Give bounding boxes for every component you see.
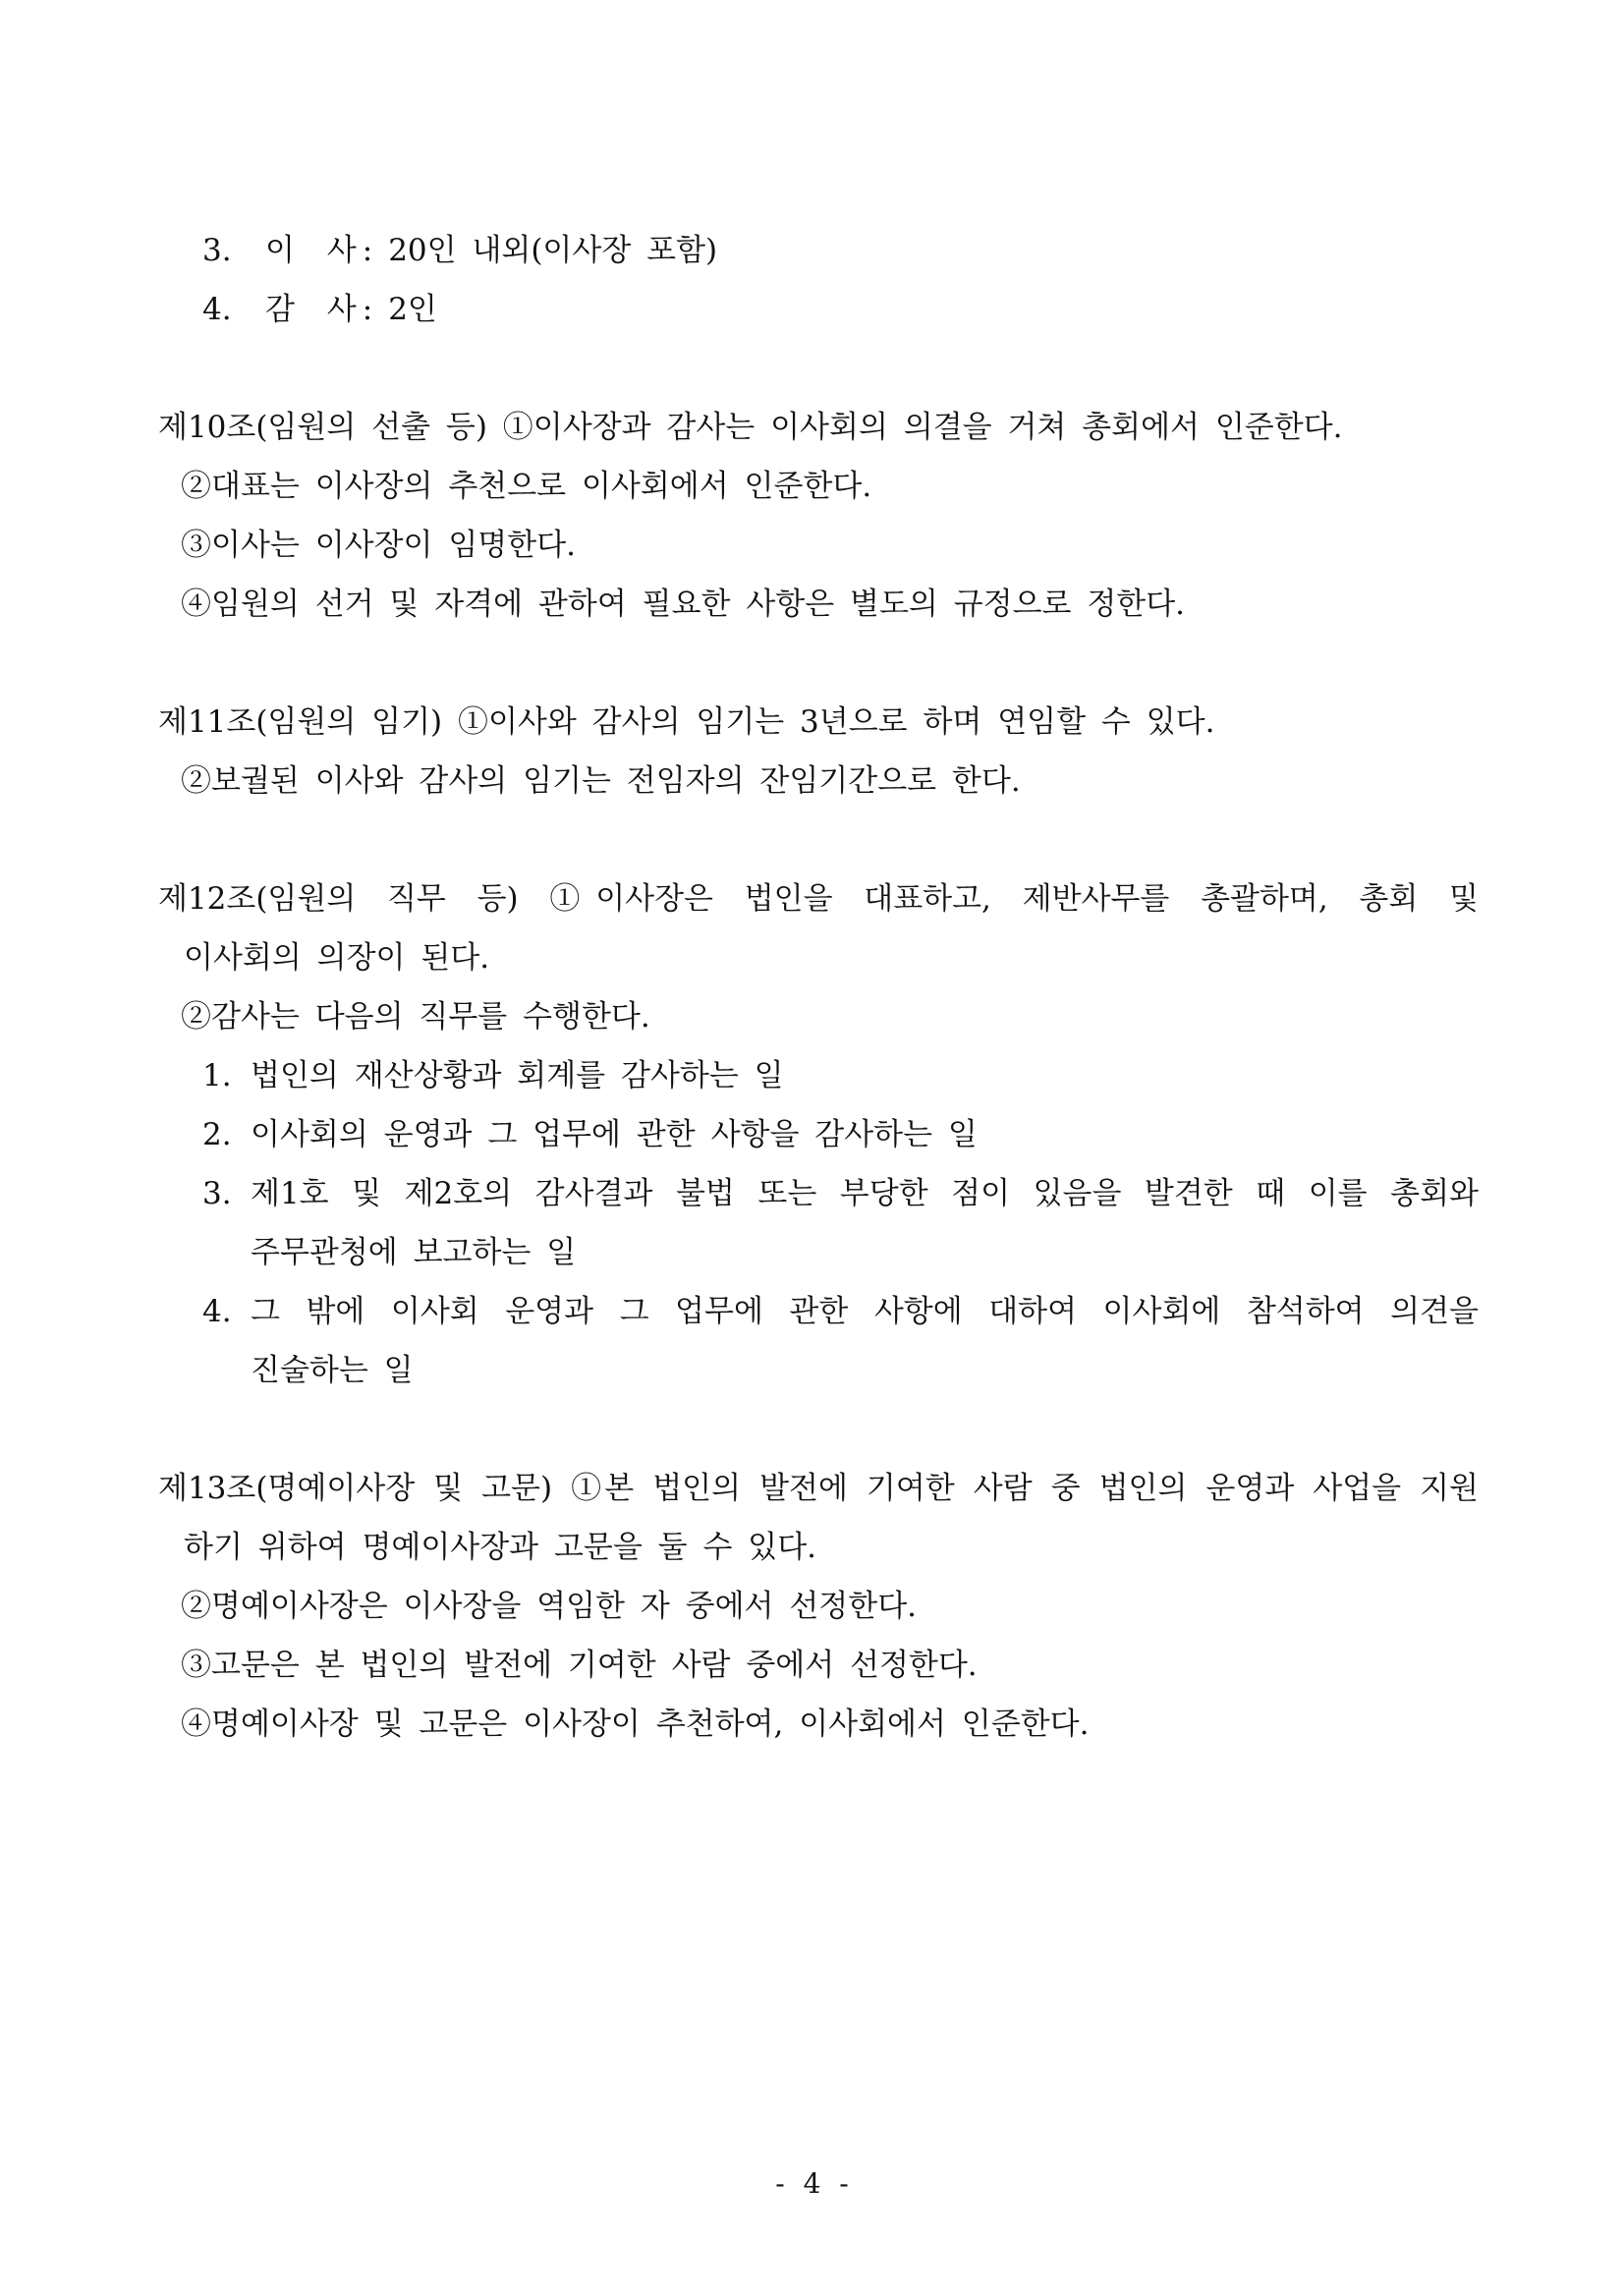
article-clause: ②명예이사장은 이사장을 역임한 자 중에서 선정한다.	[181, 1589, 917, 1624]
item-text: 그 밖에 이사회 운영과 그 업무에 관한 사항에 대하여 이사회에 참석하여 의견을	[251, 1294, 1479, 1329]
article-13	[158, 1459, 1479, 1754]
duty-item	[158, 1282, 1479, 1341]
article-clause-continuation: 하기 위하여 명예이사장과 고문을 둘 수 있다.	[184, 1530, 817, 1565]
document-body	[158, 221, 1479, 1754]
item-number: 4.	[202, 292, 232, 327]
duty-item	[158, 1046, 1479, 1105]
office-label: 이 사	[265, 233, 357, 268]
article-clause: ②대표는 이사장의 추천으로 이사회에서 인준한다.	[181, 469, 872, 504]
item-text: 제1호 및 제2호의 감사결과 불법 또는 부당한 점이 있음을 발견한 때 이를 총회와	[251, 1176, 1479, 1211]
office-count: 20인 내외(이사장 포함)	[388, 233, 718, 268]
article-clause: ②감사는 다음의 직무를 수행한다.	[181, 999, 650, 1035]
article-10	[158, 398, 1479, 634]
page-number: - 4 -	[775, 2167, 849, 2200]
duty-item	[158, 1105, 1479, 1164]
item-text-continuation: 진술하는 일	[251, 1353, 414, 1388]
article-heading-line	[158, 869, 1479, 928]
separator: :	[362, 292, 373, 327]
article-heading-line	[158, 398, 1479, 457]
article-clause: ①이사장은 법인을 대표하고, 제반사무를 총괄하며, 총회 및	[549, 881, 1479, 917]
item-number: 1.	[202, 1058, 232, 1093]
item-text: 이사회의 운영과 그 업무에 관한 사항을 감사하는 일	[251, 1117, 978, 1152]
article-11	[158, 693, 1479, 811]
item-number: 2.	[202, 1117, 232, 1152]
article-heading-line	[158, 1459, 1479, 1518]
officer-count-list	[158, 221, 1479, 339]
office-label: 감 사	[265, 292, 357, 327]
article-clause: ③이사는 이사장이 임명한다.	[181, 528, 576, 563]
article-heading: 제11조(임원의 임기)	[158, 704, 443, 740]
article-clause: ③고문은 본 법인의 발전에 기여한 사람 중에서 선정한다.	[181, 1648, 978, 1683]
item-text-continuation: 주무관청에 보고하는 일	[251, 1235, 577, 1270]
article-clause: ④임원의 선거 및 자격에 관하여 필요한 사항은 별도의 규정으로 정한다.	[181, 587, 1186, 622]
officer-count-item	[158, 221, 1479, 280]
article-clause: ①본 법인의 발전에 기여한 사람 중 법인의 운영과 사업을 지원	[571, 1471, 1480, 1506]
office-count: 2인	[388, 292, 437, 327]
article-heading: 제12조(임원의 직무 등)	[158, 881, 519, 917]
item-number: 4.	[202, 1294, 232, 1329]
article-clause: ①이사장과 감사는 이사회의 의결을 거쳐 총회에서 인준한다.	[502, 410, 1343, 445]
article-clause: ④명예이사장 및 고문은 이사장이 추천하여, 이사회에서 인준한다.	[181, 1707, 1090, 1742]
separator: :	[362, 233, 373, 268]
article-clause-continuation: 이사회의 의장이 된다.	[184, 940, 490, 976]
article-heading: 제10조(임원의 선출 등)	[158, 410, 487, 445]
article-heading: 제13조(명예이사장 및 고문)	[158, 1471, 553, 1506]
article-heading-line	[158, 693, 1479, 752]
item-text: 법인의 재산상황과 회계를 감사하는 일	[251, 1058, 784, 1093]
officer-count-item	[158, 280, 1479, 339]
article-clause: ①이사와 감사의 임기는 3년으로 하며 연임할 수 있다.	[457, 704, 1215, 740]
item-number: 3.	[202, 1176, 232, 1211]
duty-item	[158, 1164, 1479, 1223]
article-clause: ②보궐된 이사와 감사의 임기는 전임자의 잔임기간으로 한다.	[181, 763, 1021, 799]
item-number: 3.	[202, 233, 232, 268]
article-12	[158, 869, 1479, 1400]
